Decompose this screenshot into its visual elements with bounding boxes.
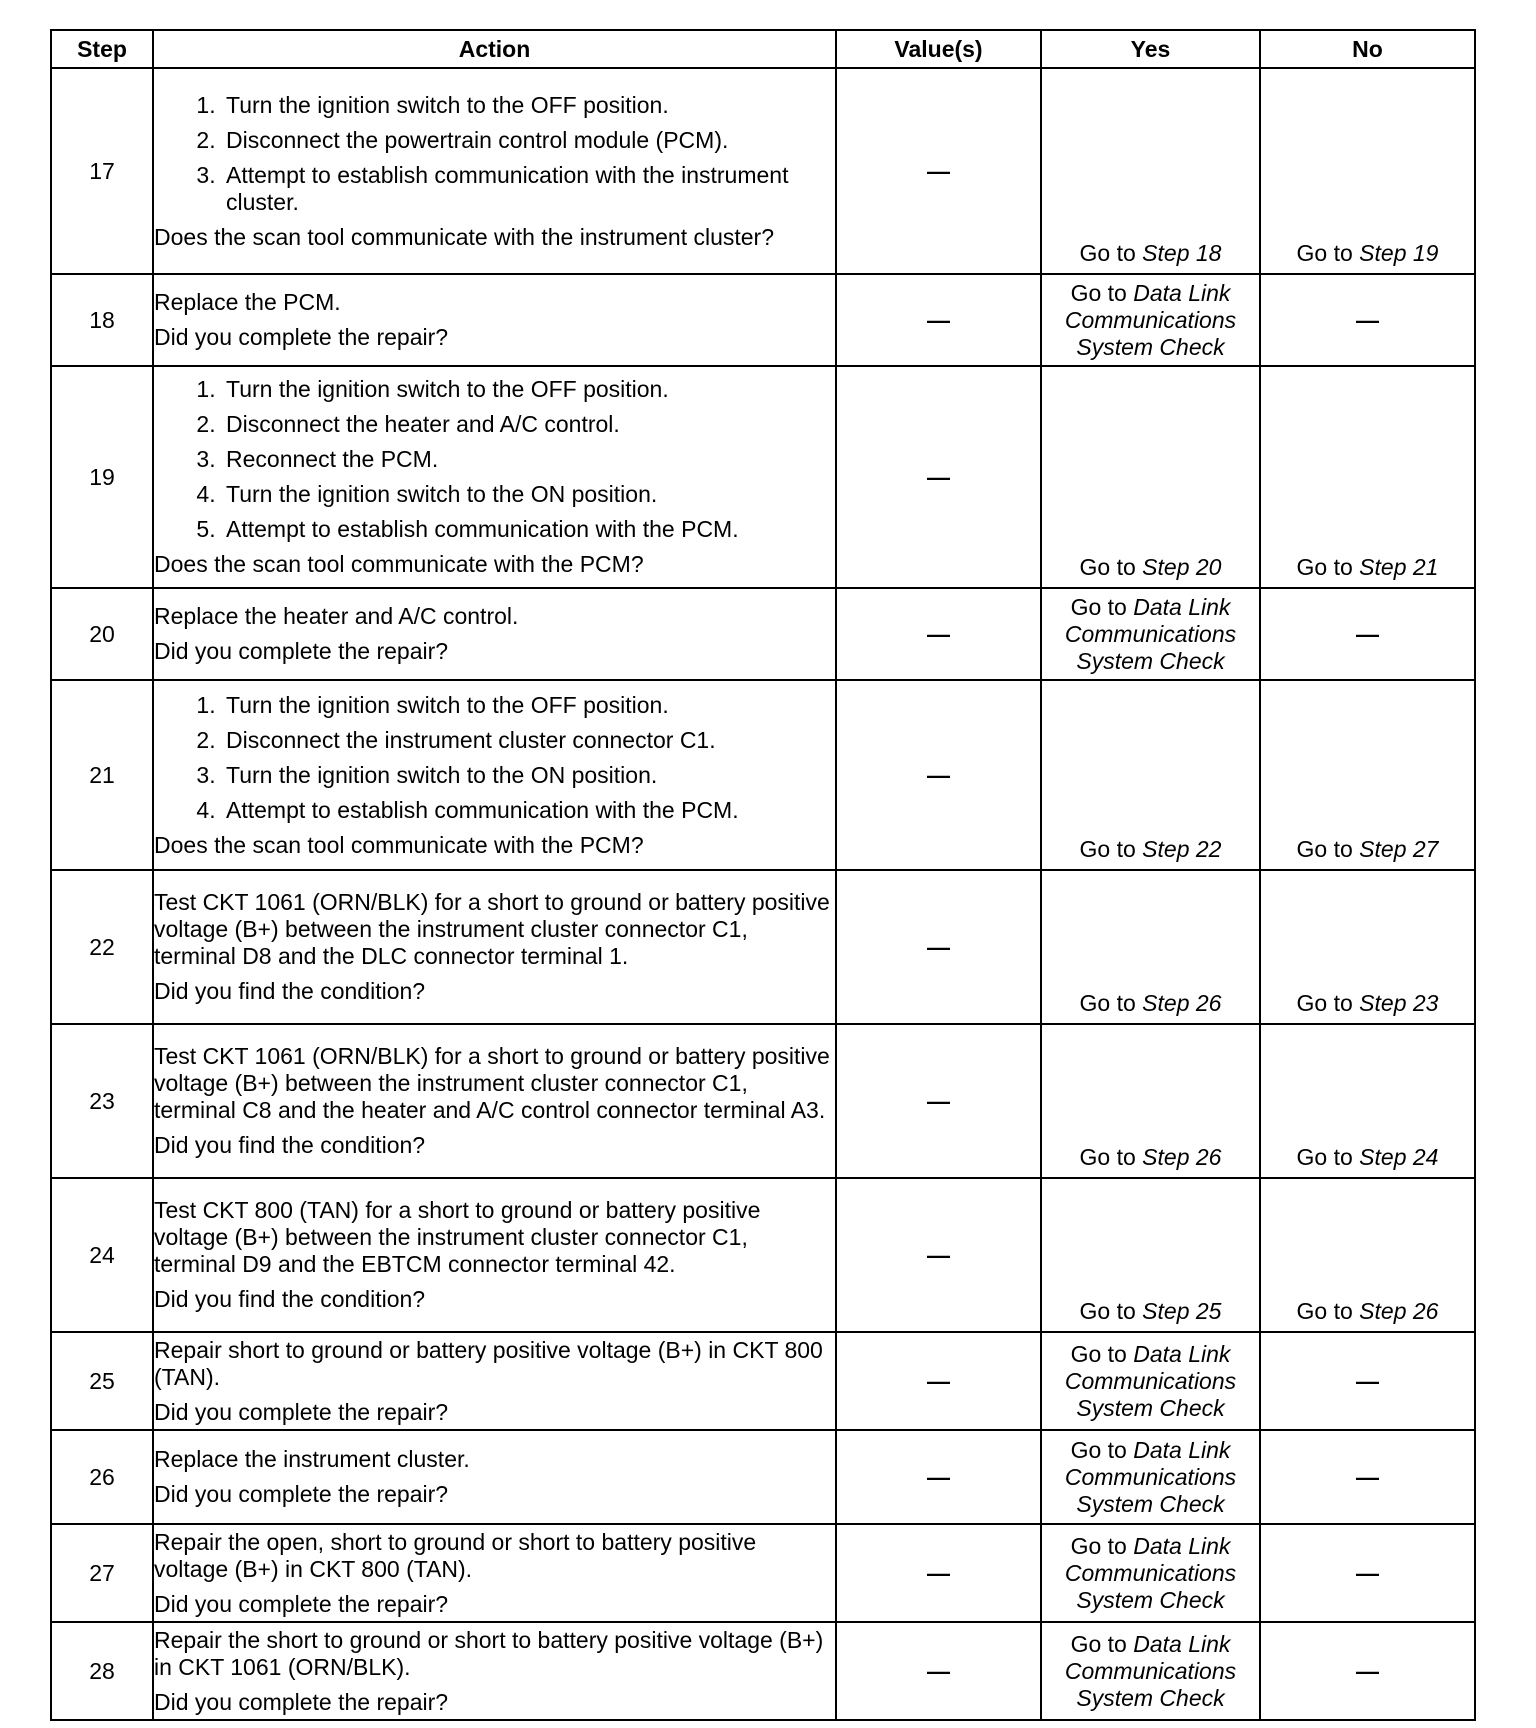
action-step-item: 3. Turn the ignition switch to the ON position.: [222, 762, 835, 789]
action-step-item: 5. Attempt to establish communication with the PCM.: [222, 516, 835, 543]
action-steps: [154, 92, 835, 216]
yes-link-text: Data Link: [1133, 1532, 1231, 1559]
action-text: Test CKT 1061 (ORN/BLK) for a short to ground or battery positive voltage (B+) between the instrument cluster connector C1, terminal C8 and the heater and A/C control connector terminal A3.: [154, 1043, 830, 1123]
step-number: 22: [51, 870, 153, 1024]
no-prefix: Go to: [1296, 1298, 1353, 1324]
step-number: 18: [51, 274, 153, 366]
yes-cell: [1041, 680, 1260, 870]
no-cell: —: [1260, 1332, 1475, 1430]
action-question: Did you complete the repair?: [154, 1688, 449, 1715]
action-cell: [153, 68, 836, 274]
diagnostic-page: [50, 29, 1474, 1721]
action-text: Repair the short to ground or short to battery positive voltage (B+) in CKT 1061 (ORN/BLK).: [154, 1626, 824, 1680]
action-step-item: 4. Turn the ignition switch to the ON position.: [222, 481, 835, 508]
step-number: 26: [51, 1430, 153, 1524]
no-prefix: Go to: [1296, 1144, 1353, 1170]
yes-prefix: Go to: [1079, 554, 1136, 580]
action-cell: [153, 366, 836, 588]
action-step-item: 4. Attempt to establish communication with the PCM.: [222, 797, 835, 824]
yes-link-text: Data Link: [1133, 1340, 1231, 1367]
yes-link-text: Communications: [1064, 306, 1237, 333]
action-step-item: 3. Reconnect the PCM.: [222, 446, 835, 473]
yes-cell: [1041, 366, 1260, 588]
action-text: Replace the PCM.: [154, 289, 341, 315]
yes-link-text: System Check: [1076, 647, 1225, 674]
action-question: Did you find the condition?: [154, 1286, 426, 1312]
yes-cell: [1041, 588, 1260, 680]
yes-link-text: Communications: [1064, 1463, 1237, 1490]
value-cell: —: [836, 1024, 1041, 1178]
action-step-item: 2. Disconnect the instrument cluster connector C1.: [222, 727, 835, 754]
no-step-ref: Step 21: [1359, 554, 1439, 580]
action-cell: [153, 1622, 836, 1720]
yes-prefix: Go to: [1079, 836, 1136, 862]
yes-prefix: Go to: [1079, 240, 1136, 266]
yes-step-ref: Step 22: [1142, 836, 1222, 862]
action-question: Did you find the condition?: [154, 1132, 426, 1158]
yes-step-ref: Step 26: [1142, 1144, 1222, 1170]
table-row: [51, 588, 1475, 680]
no-cell: —: [1260, 1622, 1475, 1720]
step-number: 23: [51, 1024, 153, 1178]
action-question: Did you find the condition?: [154, 978, 426, 1004]
no-step-ref: Step 23: [1359, 990, 1439, 1016]
step-number: 19: [51, 366, 153, 588]
step-number: 17: [51, 68, 153, 274]
action-cell: [153, 1524, 836, 1622]
yes-link-text: System Check: [1076, 333, 1225, 360]
action-question: Did you complete the repair?: [154, 324, 449, 350]
action-text: Test CKT 800 (TAN) for a short to ground or battery positive voltage (B+) between the instrument cluster connector C1, terminal D9 and the EBTCM connector terminal 42.: [154, 1197, 761, 1277]
yes-link-text: System Check: [1076, 1684, 1225, 1711]
yes-cell: [1041, 68, 1260, 274]
yes-prefix: Go to: [1070, 1340, 1127, 1367]
table-row: [51, 1178, 1475, 1332]
yes-cell: [1041, 1024, 1260, 1178]
header-yes: Yes: [1041, 30, 1260, 68]
action-cell: [153, 274, 836, 366]
table-row: [51, 870, 1475, 1024]
value-cell: —: [836, 1332, 1041, 1430]
yes-link-text: System Check: [1076, 1490, 1225, 1517]
action-question: Does the scan tool communicate with the PCM?: [154, 831, 644, 858]
action-step-item: 1. Turn the ignition switch to the OFF position.: [222, 92, 835, 119]
yes-prefix: Go to: [1079, 1298, 1136, 1324]
value-cell: —: [836, 1430, 1041, 1524]
yes-prefix: Go to: [1070, 279, 1127, 306]
no-cell: —: [1260, 588, 1475, 680]
table-row: [51, 68, 1475, 274]
yes-prefix: Go to: [1070, 1436, 1127, 1463]
yes-prefix: Go to: [1070, 593, 1127, 620]
no-prefix: Go to: [1296, 240, 1353, 266]
yes-cell: [1041, 1430, 1260, 1524]
value-cell: —: [836, 366, 1041, 588]
action-step-item: 1. Turn the ignition switch to the OFF position.: [222, 376, 835, 403]
action-cell: [153, 588, 836, 680]
yes-link-text: Data Link: [1133, 593, 1231, 620]
value-cell: —: [836, 870, 1041, 1024]
no-cell: [1260, 1024, 1475, 1178]
table-row: [51, 1524, 1475, 1622]
no-step-ref: Step 26: [1359, 1298, 1439, 1324]
yes-prefix: Go to: [1070, 1532, 1127, 1559]
step-number: 25: [51, 1332, 153, 1430]
action-text: Repair short to ground or battery positive voltage (B+) in CKT 800 (TAN).: [154, 1336, 823, 1390]
yes-cell: [1041, 1524, 1260, 1622]
yes-cell: [1041, 274, 1260, 366]
action-question: Did you complete the repair?: [154, 1481, 449, 1507]
action-question: Does the scan tool communicate with the PCM?: [154, 551, 644, 577]
header-row: [51, 30, 1475, 68]
action-step-item: 2. Disconnect the powertrain control module (PCM).: [222, 127, 835, 154]
value-cell: —: [836, 680, 1041, 870]
yes-cell: [1041, 1622, 1260, 1720]
action-cell: [153, 1332, 836, 1430]
yes-step-ref: Step 26: [1142, 990, 1222, 1016]
value-cell: —: [836, 588, 1041, 680]
yes-prefix: Go to: [1079, 1144, 1136, 1170]
no-cell: —: [1260, 1524, 1475, 1622]
yes-step-ref: Step 25: [1142, 1298, 1222, 1324]
no-cell: [1260, 870, 1475, 1024]
yes-link-text: System Check: [1076, 1394, 1225, 1421]
diagnostic-table: [50, 29, 1476, 1721]
yes-link-text: Data Link: [1133, 1630, 1231, 1657]
table-row: [51, 1332, 1475, 1430]
no-cell: —: [1260, 274, 1475, 366]
action-text: Replace the instrument cluster.: [154, 1446, 470, 1472]
no-prefix: Go to: [1296, 990, 1353, 1016]
yes-link-text: Communications: [1064, 620, 1237, 647]
value-cell: —: [836, 1178, 1041, 1332]
action-step-item: 1. Turn the ignition switch to the OFF position.: [222, 692, 835, 719]
step-number: 27: [51, 1524, 153, 1622]
yes-link-text: Data Link: [1133, 1436, 1231, 1463]
value-cell: —: [836, 1524, 1041, 1622]
value-cell: —: [836, 68, 1041, 274]
yes-link-text: Communications: [1064, 1559, 1237, 1586]
value-cell: —: [836, 1622, 1041, 1720]
no-step-ref: Step 27: [1359, 836, 1439, 862]
yes-step-ref: Step 18: [1142, 240, 1222, 266]
yes-cell: [1041, 870, 1260, 1024]
step-number: 28: [51, 1622, 153, 1720]
no-cell: —: [1260, 1430, 1475, 1524]
action-text: Replace the heater and A/C control.: [154, 603, 519, 629]
header-step: Step: [51, 30, 153, 68]
table-row: [51, 1024, 1475, 1178]
table-row: [51, 1622, 1475, 1720]
yes-step-ref: Step 20: [1142, 554, 1222, 580]
action-question: Did you complete the repair?: [154, 1590, 449, 1617]
action-question: Does the scan tool communicate with the instrument cluster?: [154, 223, 775, 250]
step-number: 24: [51, 1178, 153, 1332]
yes-cell: [1041, 1332, 1260, 1430]
action-question: Did you complete the repair?: [154, 638, 449, 664]
no-cell: [1260, 680, 1475, 870]
value-cell: —: [836, 274, 1041, 366]
yes-link-text: System Check: [1076, 1586, 1225, 1613]
table-row: [51, 274, 1475, 366]
yes-link-text: Data Link: [1133, 279, 1231, 306]
action-question: Did you complete the repair?: [154, 1398, 449, 1425]
action-step-item: 3. Attempt to establish communication with the instrument cluster.: [222, 162, 835, 216]
action-cell: [153, 1178, 836, 1332]
step-number: 21: [51, 680, 153, 870]
no-cell: [1260, 366, 1475, 588]
no-cell: [1260, 1178, 1475, 1332]
action-text: Test CKT 1061 (ORN/BLK) for a short to ground or battery positive voltage (B+) between the instrument cluster connector C1, terminal D8 and the DLC connector terminal 1.: [154, 889, 830, 969]
header-no: No: [1260, 30, 1475, 68]
yes-prefix: Go to: [1079, 990, 1136, 1016]
no-step-ref: Step 24: [1359, 1144, 1439, 1170]
action-step-item: 2. Disconnect the heater and A/C control.: [222, 411, 835, 438]
action-cell: [153, 1430, 836, 1524]
header-value: Value(s): [836, 30, 1041, 68]
no-prefix: Go to: [1296, 836, 1353, 862]
yes-link-text: Communications: [1064, 1367, 1237, 1394]
yes-prefix: Go to: [1070, 1630, 1127, 1657]
table-row: [51, 680, 1475, 870]
yes-link-text: Communications: [1064, 1657, 1237, 1684]
step-number: 20: [51, 588, 153, 680]
action-steps: [154, 692, 835, 824]
action-cell: [153, 1024, 836, 1178]
action-cell: [153, 870, 836, 1024]
header-action: Action: [153, 30, 836, 68]
action-steps: [154, 376, 835, 543]
table-row: [51, 366, 1475, 588]
no-step-ref: Step 19: [1359, 240, 1439, 266]
action-cell: [153, 680, 836, 870]
yes-cell: [1041, 1178, 1260, 1332]
action-text: Repair the open, short to ground or short to battery positive voltage (B+) in CKT 800 (TAN).: [154, 1528, 757, 1582]
no-prefix: Go to: [1296, 554, 1353, 580]
table-row: [51, 1430, 1475, 1524]
no-cell: [1260, 68, 1475, 274]
